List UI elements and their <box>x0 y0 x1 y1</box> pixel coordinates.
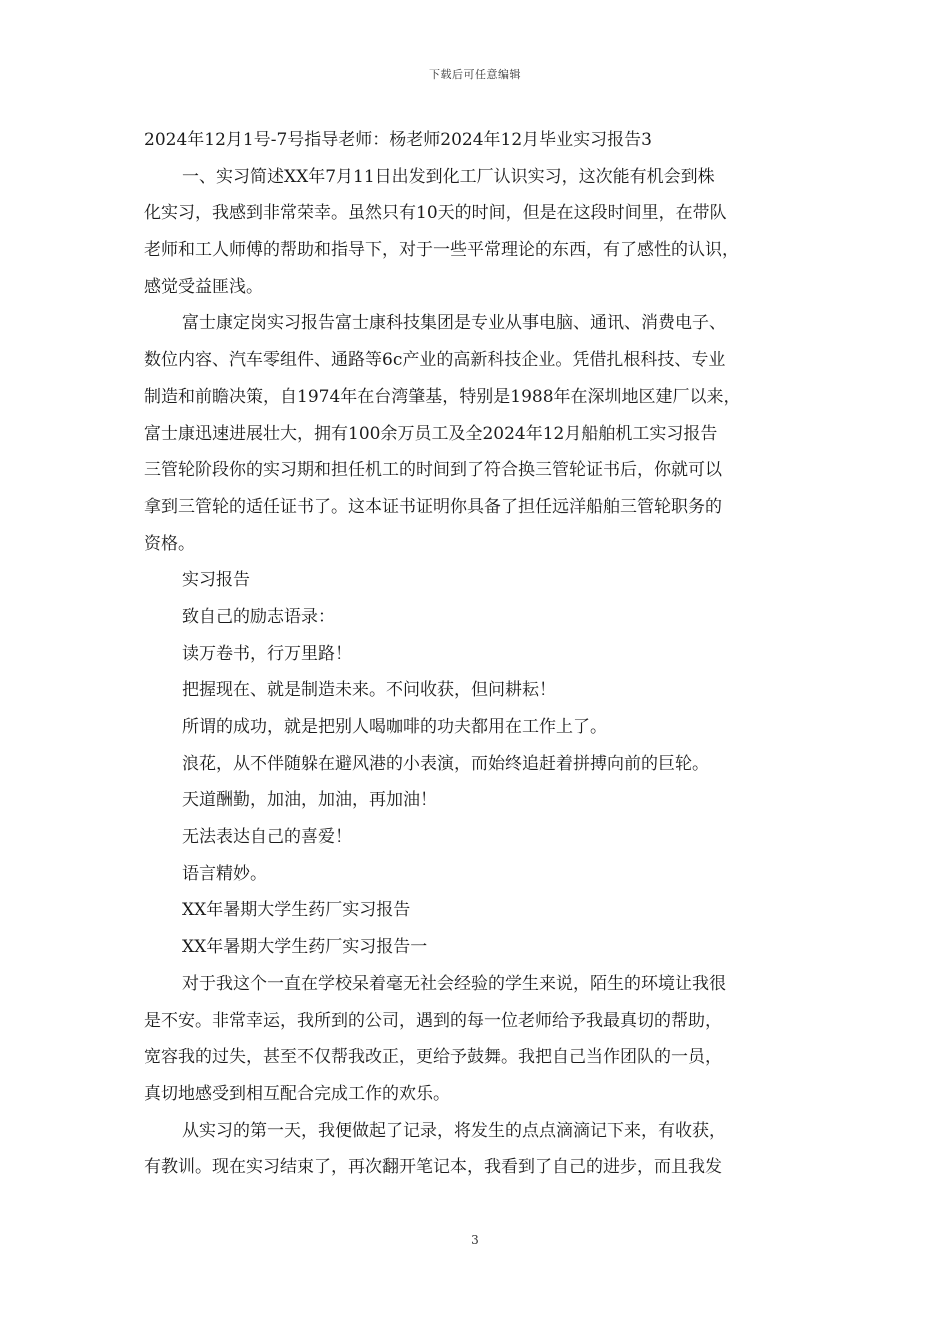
text-line: 宽容我的过失，甚至不仅帮我改正，更给予鼓舞。我把自己当作团队的一员， <box>144 1047 722 1068</box>
quote-line: 天道酬勤，加油，加油，再加油！ <box>182 790 437 811</box>
quote-line: 所谓的成功，就是把别人喝咖啡的功夫都用在工作上了。 <box>182 717 607 737</box>
text-line: 从实习的第一天，我便做起了记录，将发生的点点滴滴记下来，有收获， <box>182 1120 726 1141</box>
text-line: 数位内容、汽车零组件、通路等6c产业的高新科技企业。凭借扎根科技、专业 <box>144 350 726 371</box>
text-line: 一、实习简述XX年7月11日出发到化工厂认识实习，这次能有机会到株 <box>182 166 715 187</box>
text-line: 化实习，我感到非常荣幸。虽然只有10天的时间，但是在这段时间里，在带队 <box>144 203 727 224</box>
text-line: 三管轮阶段你的实习期和担任机工的时间到了符合换三管轮证书后，你就可以 <box>144 460 722 481</box>
text-line: 富士康迅速进展壮大，拥有100余万员工及全2024年12月船舶机工实习报告 <box>144 423 718 444</box>
section-heading: 实习报告 <box>182 570 250 591</box>
section-heading: XX年暑期大学生药厂实习报告一 <box>182 937 428 958</box>
quote-line: 把握现在、就是制造未来。不问收获，但问耕耘！ <box>182 680 556 701</box>
text-line: 语言精妙。 <box>182 863 267 884</box>
page-number: 3 <box>471 1233 479 1247</box>
text-line: 对于我这个一直在学校呆着毫无社会经验的学生来说，陌生的环境让我很 <box>182 973 726 994</box>
text-line: 拿到三管轮的适任证书了。这本证书证明你具备了担任远洋船舶三管轮职务的 <box>144 496 722 517</box>
text-line: 富士康定岗实习报告富士康科技集团是专业从事电脑、通讯、消费电子、 <box>182 313 726 334</box>
text-line: 真切地感受到相互配合完成工作的欢乐。 <box>144 1083 450 1104</box>
text-line: 有教训。现在实习结束了，再次翻开笔记本，我看到了自己的进步，而且我发 <box>144 1157 722 1178</box>
text-line: 致自己的励志语录： <box>182 606 335 627</box>
text-line: 无法表达自己的喜爱！ <box>182 827 352 848</box>
text-line: 2024年12月1号-7号指导老师：杨老师2024年12月毕业实习报告3 <box>144 130 652 150</box>
text-line: 老师和工人师傅的帮助和指导下，对于一些平常理论的东西，有了感性的认识， <box>144 240 739 261</box>
page-header-note: 下载后可任意编辑 <box>429 68 521 81</box>
quote-line: 浪花，从不伴随躲在避风港的小表演，而始终追赶着拼搏向前的巨轮。 <box>182 753 709 774</box>
quote-line: 读万卷书，行万里路！ <box>182 643 352 664</box>
text-line: 感觉受益匪浅。 <box>144 276 263 297</box>
text-line: 是不安。非常幸运，我所到的公司，遇到的每一位老师给予我最真切的帮助， <box>144 1010 722 1031</box>
document-body <box>144 122 812 1186</box>
text-line: 资格。 <box>144 533 195 554</box>
text-line: 制造和前瞻决策，自1974年在台湾肇基，特别是1988年在深圳地区建厂以来， <box>144 386 741 407</box>
section-heading: XX年暑期大学生药厂实习报告 <box>182 900 411 921</box>
